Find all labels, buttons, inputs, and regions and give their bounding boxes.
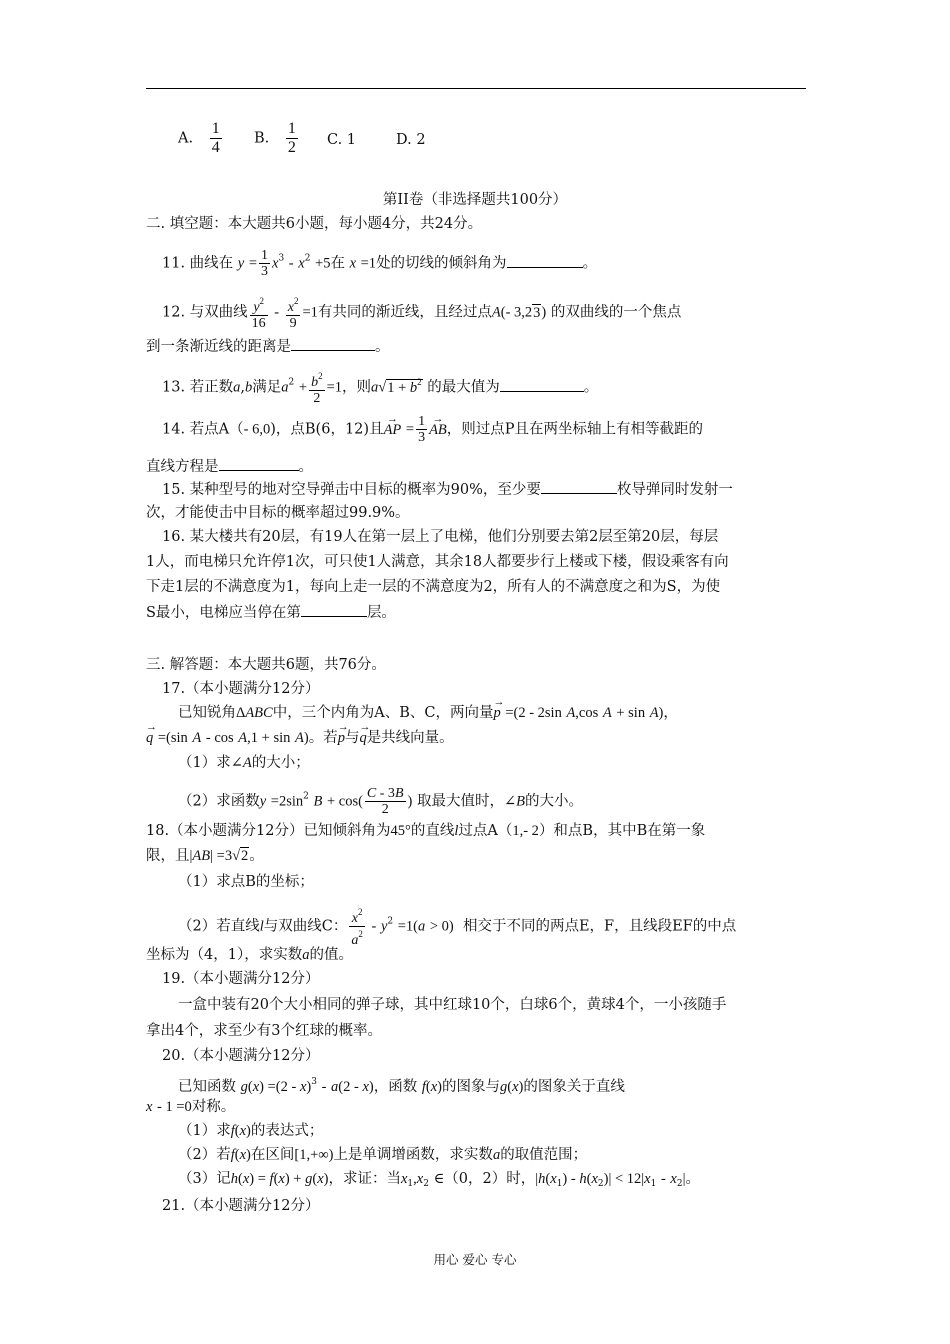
question-20-part-2: （2）若f(x)在区间[1,+∞)上是单调增函数，求实数a的取值范围； (178, 1147, 588, 1163)
header-rule (146, 88, 806, 89)
answer-blank-11[interactable] (507, 253, 583, 268)
choice-b-label: B. (254, 130, 270, 147)
question-20-heading: 20.（本小题满分12分） (162, 1048, 320, 1064)
question-17-part-2: （2）求函数$y =2\sin^2$ B + cos( $\frac{C - 3B}{2}$ ) 取最大值时，∠B的大小。 (178, 786, 583, 817)
question-19-heading: 19.（本小题满分12分） (162, 971, 320, 987)
question-20-line-1: 已知函数 g(x) =(2 - x)$^3$ - a(2 - x)，函数 f(x)的图象与g(x)的图象关于直线 (178, 1077, 625, 1095)
question-20-part-3: （3）记h(x) = f(x) + g(x)，求证：当$x_1,x_2$ ∈（0，2）时，$|h(x_1) - h(x_2)| < 12|x_1 - x_2|$。 (178, 1171, 700, 1189)
question-13: 13. 若正数a,b满足$a^2$ + $\frac{b^2}{2}$ =1，则$a√1 + b^2$ 的最大值为 。 (162, 371, 599, 406)
question-14: 14. 若点A（- 6,0)，点B(6，12)且→ AP = $\frac{1}{3}$ → AB，则过点P且在两坐标轴上有相等截距的 (162, 414, 703, 445)
section-2-title: 第II卷（非选择题共100分） (382, 192, 568, 208)
section-3-heading: 三. 解答题：本大题共6题，共76分。 (146, 657, 386, 673)
question-19-line-1: 一盒中装有20个大小相同的弹子球，其中红球10个，白球6个，黄球4个，一小孩随手 (178, 997, 727, 1013)
choice-a (178, 120, 224, 157)
question-21-heading: 21.（本小题满分12分） (162, 1198, 320, 1214)
choice-a-fraction: $\frac{1}{4}$ (211, 120, 220, 156)
question-15-line-2: 次，才能使击中目标的概率超过99.9%。 (146, 505, 410, 521)
answer-blank-15[interactable] (541, 479, 617, 494)
question-18-line-last: 坐标为（4，1），求实数a的值。 (146, 947, 353, 963)
question-16-line-3: 下走1层的不满意度为1，每向上走一层的不满意度为2，所有人的不满意度之和为S，为使 (146, 579, 721, 595)
question-16-line-1: 16. 某大楼共有20层，有19人在第一层上了电梯，他们分别要去第2层至第20层，每层 (162, 529, 719, 545)
answer-blank-13[interactable] (500, 377, 584, 392)
question-18-line-1: 18.（本小题满分12分）已知倾斜角为45°的直线l过点A（1,- 2）和点B，其中B在第一象 (146, 823, 706, 839)
question-20-part-1: （1）求f(x)的表达式； (178, 1123, 324, 1139)
question-18-part-2: （2）若直线l与双曲线C： $\frac{x^2}{a^2}$ - $y^2 =1(a > 0)$ 相交于不同的两点E，F，且线段EF的中点 (178, 907, 737, 948)
choice-d: D. 2 (396, 132, 426, 148)
answer-blank-12[interactable] (291, 336, 375, 351)
question-17-line-1: 已知锐角ΔABC中，三个内角为A、B、C，两向量→ p =(2 - 2sin A,cos A + sin A)， (178, 703, 678, 723)
question-12: 12. 与双曲线 $\frac{y^2}{16}$ - $\frac{x^2}{9}$ =1有共同的渐近线，且经过点A(- 3,23) 的双曲线的一个焦点 (162, 296, 682, 331)
question-19-line-2: 拿出4个，求至少有3个红球的概率。 (146, 1023, 382, 1039)
question-11: 11. 曲线在 y = $\frac{1}{3}$ $x^3 - x^2 +5$在 x =1处的切线的倾斜角为 。 (162, 248, 598, 279)
question-18-line-2: 限，且|AB| =3√2。 (146, 848, 264, 864)
section-2-heading: 二. 填空题：本大题共6小题，每小题4分，共24分。 (146, 216, 483, 232)
question-12-line-2: 到一条渐近线的距离是 。 (146, 336, 390, 357)
answer-blank-16[interactable] (301, 602, 367, 617)
question-17-heading: 17.（本小题满分12分） (162, 681, 320, 697)
question-16-line-2: 1人，而电梯只允许停1次，可只使1人满意，其余18人都要步行上楼或下楼，假设乘客有向 (146, 554, 729, 570)
question-15: 15. 某种型号的地对空导弹击中目标的概率为90%，至少要 枚导弹同时发射一 (162, 479, 733, 500)
question-20-line-2: x - 1 =0对称。 (146, 1099, 236, 1115)
question-14-line-2: 直线方程是 。 (146, 456, 313, 477)
choice-a-label: A. (178, 130, 194, 147)
page-footer: 用心 爱心 专心 (433, 1252, 517, 1267)
question-18-part-1: （1）求点B的坐标； (178, 874, 314, 890)
question-17-part-1: （1）求∠A的大小； (178, 755, 310, 771)
question-17-line-2: → q =(sin A - cos A,1 + sin A)。若→ p与→ q是共线向量。 (146, 728, 454, 748)
question-16-line-4: S最小，电梯应当停在第 层。 (146, 602, 396, 623)
answer-blank-14[interactable] (219, 456, 299, 471)
choice-c: C. 1 (327, 132, 357, 148)
choice-b-fraction: $\frac{1}{2}$ (287, 120, 296, 156)
choice-b (254, 120, 300, 157)
